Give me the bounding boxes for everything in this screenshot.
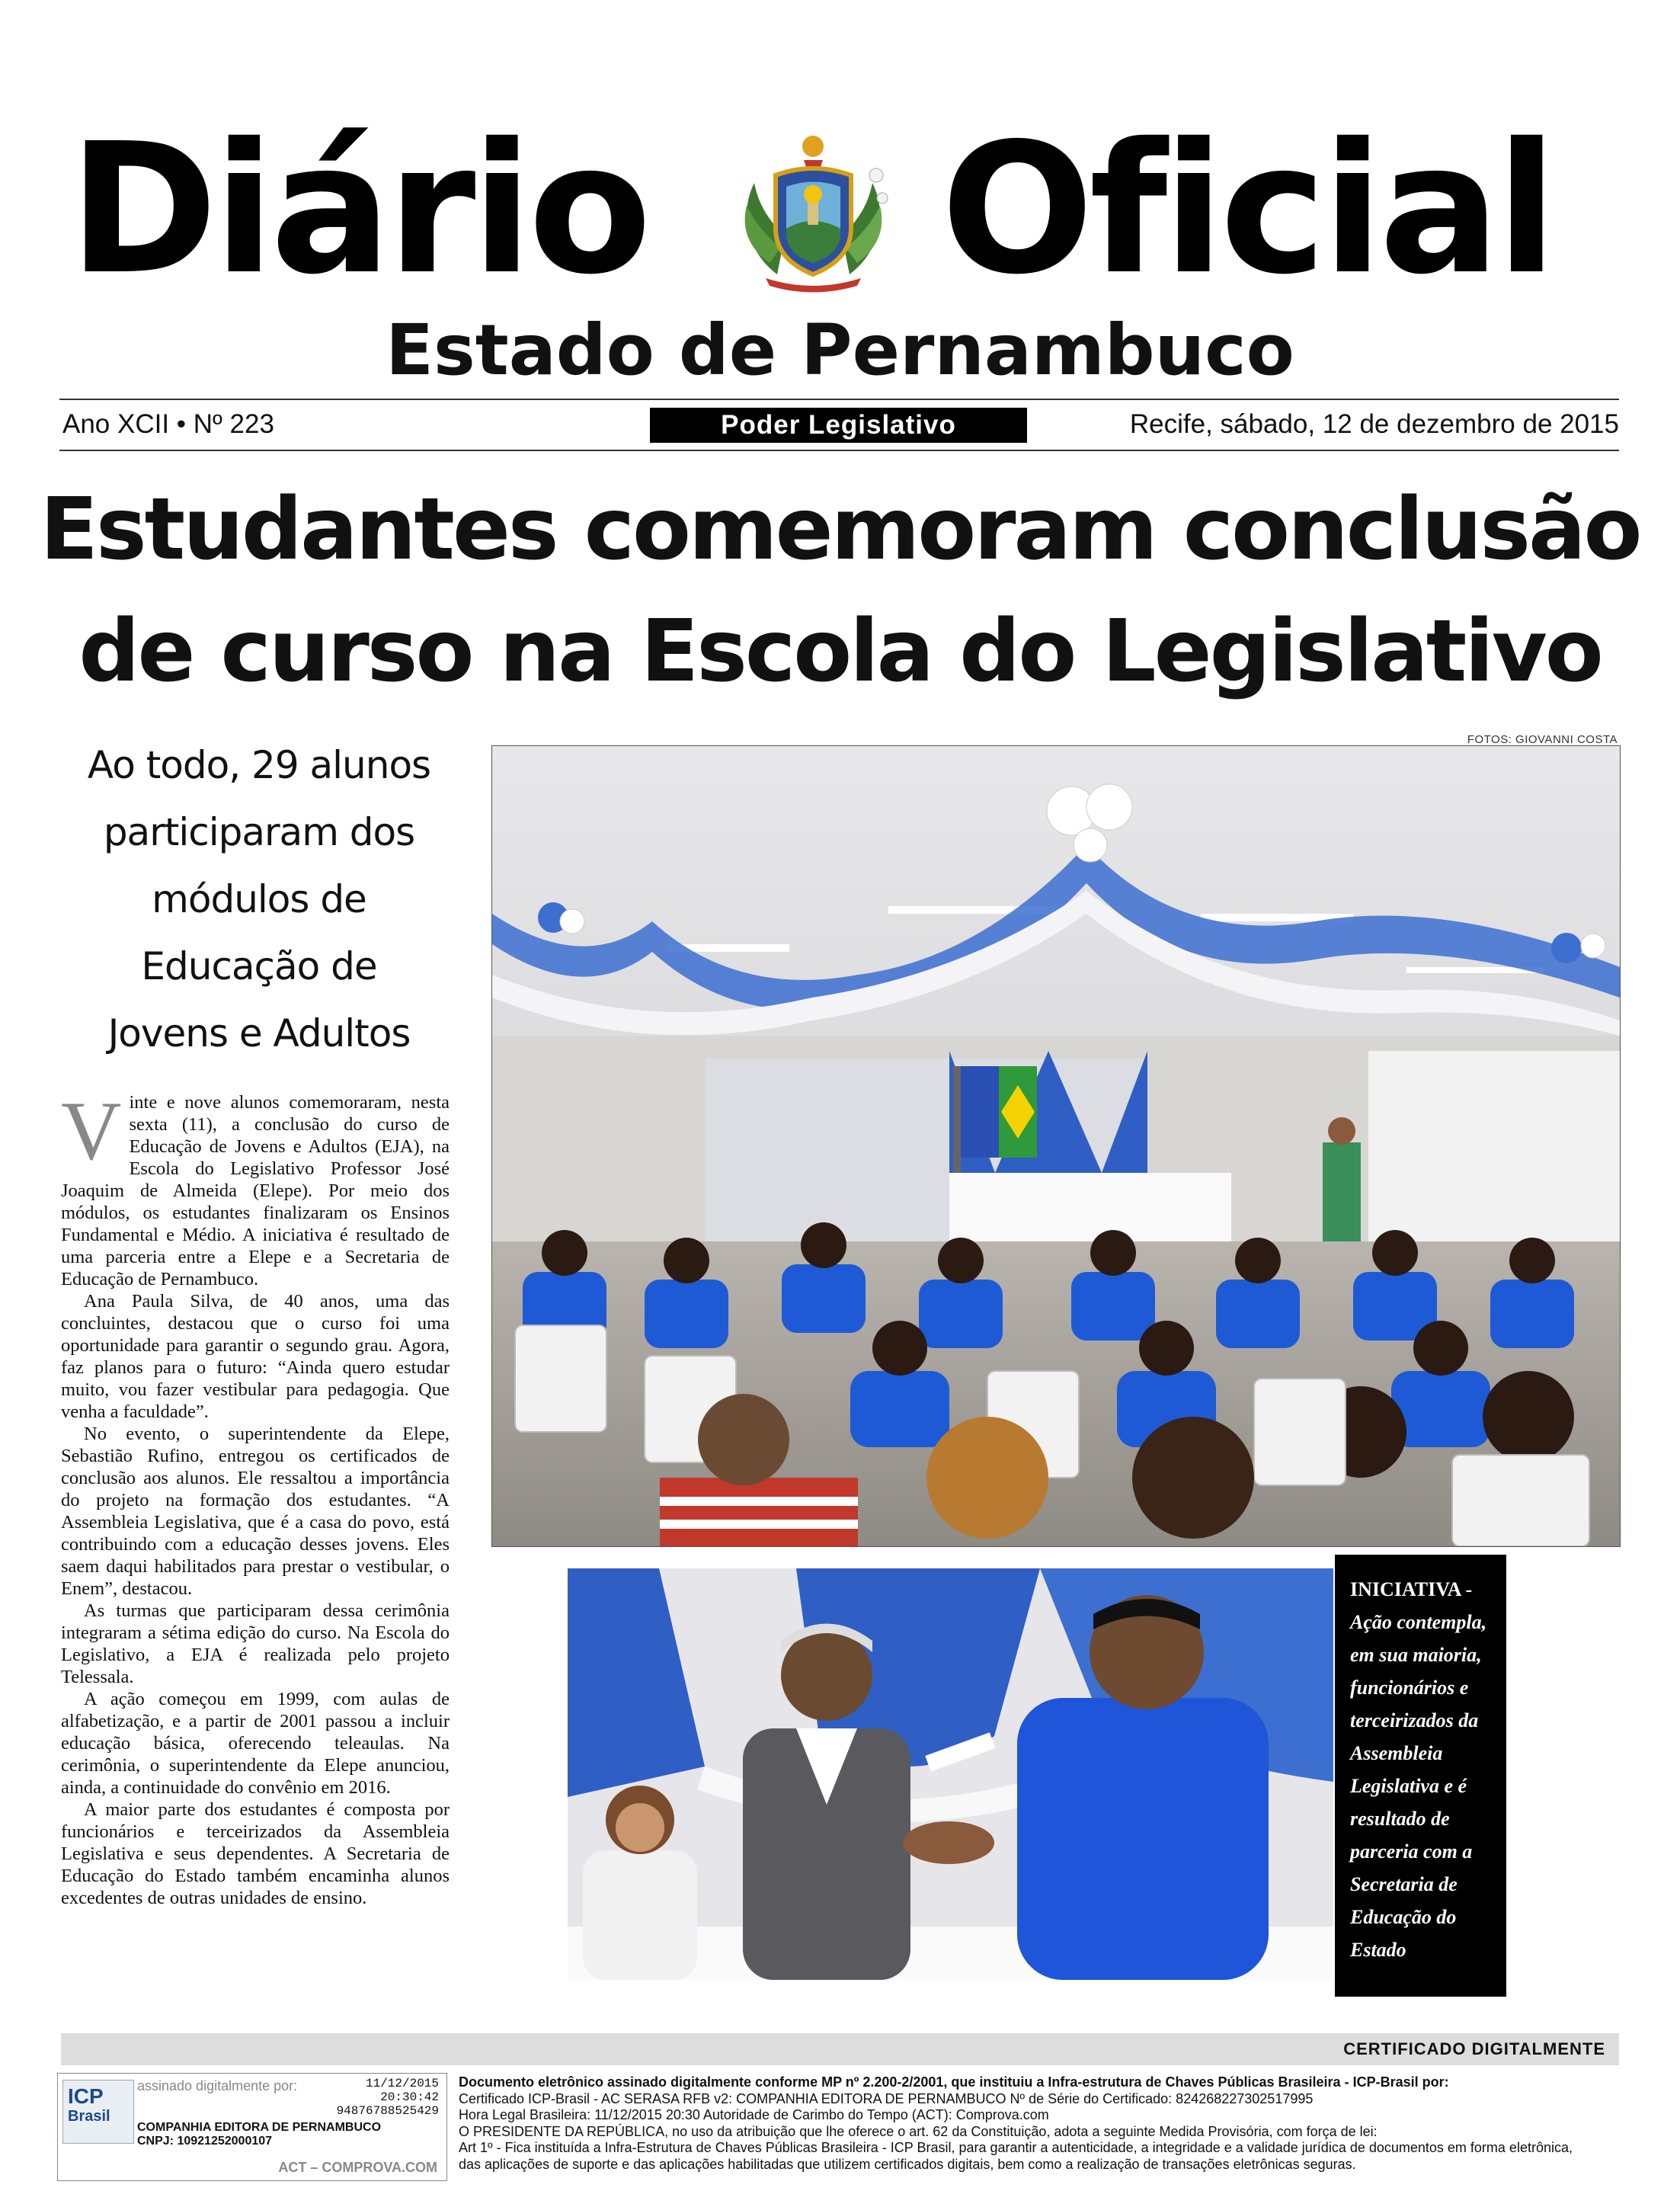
handover-photo-illustration <box>568 1568 1333 1980</box>
headline-line-1: Estudantes comemoram conclusão <box>40 480 1640 579</box>
signature-time: 20:30:42 <box>380 2090 439 2104</box>
subhead-line: Ao todo, 29 alunos <box>87 743 431 787</box>
dateline: Recife, sábado, 12 de dezembro de 2015 <box>1129 409 1619 439</box>
masthead-subtitle: Estado de Pernambuco <box>386 309 1294 391</box>
subhead-line: Jovens e Adultos <box>107 1011 411 1055</box>
article-paragraph: As turmas que participaram dessa cerimônia integraram a sétima edição do curso. Na Escola do Legislativo, a EJA é realizada pelo projeto Telessala. <box>61 1600 450 1687</box>
legal-line: O PRESIDENTE DA REPÚBLICA, no uso da atribuição que lhe oferece o art. 62 da Constituição, adota a seguinte Medida Provisória, com força de lei: <box>459 2123 1378 2139</box>
pernambuco-coat-of-arms-icon <box>731 130 895 293</box>
legal-line: das aplicações de suporte e das aplicações habilitadas que utilizem certificados digitais, bem como a realização de transações eletrônicas seguras. <box>459 2156 1356 2172</box>
masthead-bottom-rule <box>59 450 1619 451</box>
signature-date: 11/12/2015 <box>365 2077 439 2090</box>
company-cnpj: CNPJ: 10921252000107 <box>137 2135 273 2148</box>
edition-number: Ano XCII • Nº 223 <box>62 409 274 439</box>
photo-caption <box>1335 1555 1506 1997</box>
article-paragraph: Ana Paula Silva, de 40 anos, uma das concluintes, destacou que o curso foi uma oportunidade para garantir o segundo grau. Agora, faz planos para o futuro: “Ainda quero estudar muito, vou fazer vestibular para pedagogia. Que venha a faculdade”. <box>61 1291 450 1422</box>
caption-text: Ação contempla, em sua maioria, funcionários e terceirizados da Assembleia Legislativa e é resultado de parceria com a Secretaria de Educação do Estado <box>1350 1611 1487 1961</box>
article-body <box>61 1084 450 1909</box>
article-paragraph: A maior parte dos estudantes é composta por funcionários e terceirizados da Assembleia Legislativa e seus dependentes. A Secretaria de Educação do Estado também encaminha alunos excedentes de outras unidades de ensino. <box>61 1799 450 1908</box>
article-paragraph: A ação começou em 1999, com aulas de alfabetização, e a partir de 2001 passou a incluir educação básica, oferecendo teleaulas. Na cerimônia, o superintendente da Elepe anunciou, ainda, a continuidade do convênio em 2016. <box>61 1689 450 1798</box>
signature-serial: 94876788525429 <box>336 2104 439 2118</box>
signed-label: assinado digitalmente por: <box>137 2078 298 2093</box>
subhead-line: Educação de <box>141 944 377 988</box>
digital-signature-legal-text <box>459 2074 1617 2173</box>
masthead-title-left: Diário <box>69 104 648 314</box>
certified-label: CERTIFICADO DIGITALMENTE <box>1343 2039 1605 2058</box>
article-paragraph: Vinte e nove alunos comemoraram, nesta sexta (11), a conclusão do curso de Educação de Jovens e Adultos (EJA), na Escola do Legislativo Professor José Joaquim de Almeida (Elepe). Por meio dos módulos, os estudantes finalizaram os Ensinos Fundamental e Médio. A iniciativa é resultado de uma parceria entre a Elepe e a Secretaria de Educação de Pernambuco. <box>61 1084 450 1289</box>
masthead-top-rule <box>59 399 1619 400</box>
legal-line: Documento eletrônico assinado digitalmente conforme MP nº 2.200-2/2001, que instituiu a Infra-estrutura de Chaves Públicas Brasileira - ICP-Brasil por: <box>459 2074 1449 2090</box>
company-name: COMPANHIA EDITORA DE PERNAMBUCO <box>137 2121 382 2134</box>
main-photo-ceremony <box>491 745 1621 1547</box>
certified-band <box>61 2033 1619 2065</box>
legal-line: Art 1º - Fica instituída a Infra-Estrutura de Chaves Públicas Brasileira - ICP Brasil, para garantir a autenticidade, a integridade e a validade jurídica de documentos em forma eletrônica, <box>459 2140 1573 2155</box>
masthead-title-right: Oficial <box>941 104 1554 314</box>
second-photo-certificate-handover <box>568 1568 1333 1980</box>
act-comprova-link[interactable]: ACT – COMPROVA.COM <box>278 2160 437 2175</box>
icp-brasil-logo-icon: ICP Brasil <box>62 2080 134 2144</box>
legal-line: Hora Legal Brasileira: 11/12/2015 20:30 Autoridade de Carimbo do Tempo (ACT): Comprova.com <box>459 2107 1049 2122</box>
ceremony-photo-illustration <box>492 746 1620 1546</box>
legal-line: Certificado ICP-Brasil - AC SERASA RFB v2: COMPANHIA EDITORA DE PERNAMBUCO Nº de Série do Certificado: 824268227302517995 <box>459 2090 1314 2106</box>
digital-signature-stamp <box>57 2073 447 2181</box>
section-band: Poder Legislativo <box>650 408 1027 443</box>
caption-title: INICIATIVA - <box>1350 1578 1473 1600</box>
photo-credit: FOTOS: GIOVANNI COSTA <box>1467 733 1618 746</box>
headline-line-2: de curso na Escola do Legislativo <box>78 602 1602 701</box>
subhead-line: participaram dos <box>103 810 415 854</box>
subhead-line: módulos de <box>152 877 366 921</box>
subhead <box>46 732 472 1067</box>
drop-cap: V <box>61 1084 122 1177</box>
article-paragraph: No evento, o superintendente da Elepe, Sebastião Rufino, entregou os certificados de conclusão aos alunos. Ele ressaltou a importância do projeto na formação dos estudantes. “A Assembleia Legislativa, que é a casa do povo, está contribuindo com a educação desses jovens. Eles saem daqui habilitados para prestar o vestibular, o Enem”, destacou. <box>61 1424 450 1599</box>
